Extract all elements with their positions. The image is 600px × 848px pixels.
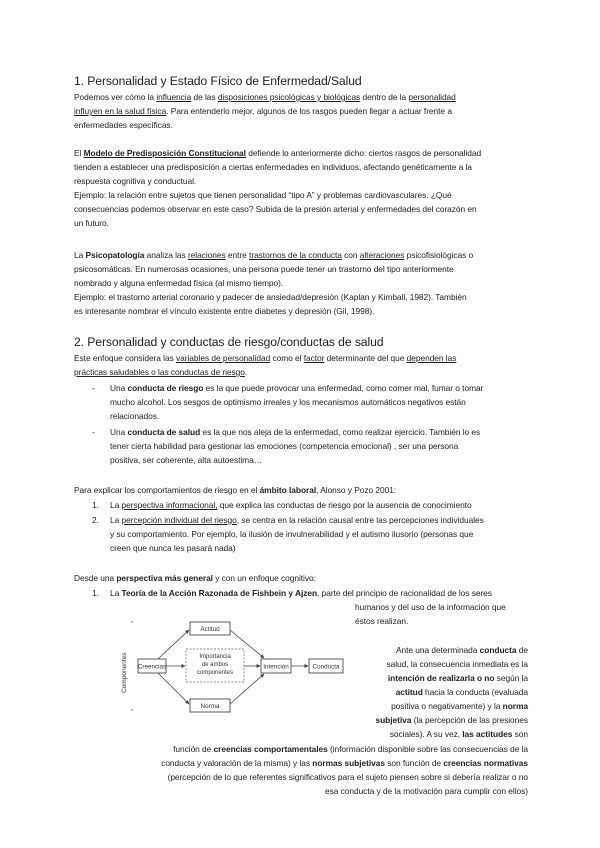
underlined-text-run: relaciones bbox=[187, 250, 226, 260]
bold-text-run: ámbito laboral bbox=[259, 485, 317, 495]
diagram-importancia-label-1: Importancia bbox=[199, 654, 231, 660]
theory-bottom-line-1 bbox=[110, 742, 528, 756]
underlined-text-run: trastornos de la conducta bbox=[249, 250, 342, 260]
numbered-2-marker: 2. bbox=[92, 515, 99, 525]
text-run: psicofisiológicas o bbox=[404, 250, 474, 260]
text-run: Podemos ver cómo la bbox=[74, 92, 157, 102]
text-run: Desde una bbox=[74, 573, 117, 583]
text-run: según la bbox=[494, 673, 528, 683]
text-run: Una bbox=[110, 383, 128, 393]
text-run: . Para entenderlo mejor, algunos de los rasgos pueden llegar a actuar frente a bbox=[166, 106, 452, 116]
bullet-1-line-1 bbox=[110, 381, 483, 395]
text-run: son función de bbox=[384, 758, 444, 768]
section-2-heading: 2. Personalidad y conductas de riesgo/conductas de salud bbox=[74, 335, 384, 349]
bold-text-run: conducta de salud bbox=[127, 427, 201, 437]
bullet-2-line-1 bbox=[110, 425, 480, 439]
bullet-1-line-2: mucho alcohol. Los sesgos de optimismo irreales y los mecanismos automáticos negativos están bbox=[110, 397, 466, 407]
numbered-1-text bbox=[110, 498, 472, 512]
text-run: sociales). A su vez, bbox=[389, 729, 463, 739]
text-run: , parte del principio de racionalidad de los seres bbox=[317, 588, 492, 598]
bold-text-run: las actitudes bbox=[462, 729, 513, 739]
s1-paragraph-2-line-4: Ejemplo: la relación entre sujetos que tienen personalidad “tipo A” y problemas cardiovasculares. ¿Qué bbox=[74, 190, 452, 200]
s1-paragraph-3-line-2: psicosomáticas. En numerosas ocasiones, una persona puede tener un trastorno del tipo anteriormente bbox=[74, 264, 454, 274]
theory-side-line-4 bbox=[360, 685, 528, 699]
text-run: Para explicar los comportamientos de riesgo en el bbox=[74, 485, 260, 495]
text-run: entre bbox=[225, 250, 250, 260]
arrow-creencias-actitud bbox=[158, 630, 189, 659]
s1-paragraph-3-line-3: nombrado y alguna enfermedad física (al mismo tiempo). bbox=[74, 278, 284, 288]
s2-paragraph-3 bbox=[74, 571, 316, 585]
diagram-norma-label: Norma bbox=[200, 703, 220, 710]
theory-line-2: humanos y del uso de la información que bbox=[355, 602, 506, 612]
text-run: es la que nos aleja de la enfermedad, como realizar ejercicio. También lo es bbox=[200, 427, 481, 437]
underlined-text-run: perspectiva informacional, bbox=[121, 500, 218, 510]
bullet-1-line-3: relacionados. bbox=[110, 411, 160, 421]
theory-line-1 bbox=[110, 586, 492, 600]
diagram-importancia-label-2: de ambos bbox=[201, 662, 229, 668]
arrow-creencias-norma bbox=[158, 673, 189, 704]
underlined-text-run: alteraciones bbox=[359, 250, 405, 260]
underlined-text-run: disposiciones psicológicas y biológicas bbox=[217, 92, 361, 102]
underlined-text-run: variables de personalidad bbox=[176, 353, 271, 363]
text-run: . bbox=[244, 367, 248, 377]
bold-text-run: conducta bbox=[479, 645, 517, 655]
text-run: como el bbox=[270, 353, 304, 363]
section-1-heading: 1. Personalidad y Estado Físico de Enfermedad/Salud bbox=[74, 74, 362, 88]
bold-text-run: creencias normativas bbox=[443, 758, 528, 768]
diagram-intencion-label: Intención bbox=[263, 663, 289, 671]
s2-paragraph-1-line-2 bbox=[74, 365, 247, 379]
text-run: positiva o negativamente) y la bbox=[391, 701, 503, 711]
text-run: , se centra en la relación causal entre las percepciones individuales bbox=[236, 515, 484, 525]
diagram-actitud-label: Actitud bbox=[200, 626, 220, 633]
underlined-text-run: personalidad bbox=[408, 92, 456, 102]
text-run: hacia la conducta (evaluada bbox=[422, 687, 528, 697]
underlined-text-run: percepción individual del riesgo bbox=[121, 515, 237, 525]
s1-paragraph-2-line-3: respuesta cognitiva y conductual. bbox=[74, 176, 197, 186]
s1-paragraph-2-line-1 bbox=[74, 146, 481, 160]
text-run: de las bbox=[191, 92, 218, 102]
text-run: (la percepción de las presiones bbox=[411, 715, 528, 725]
reasoned-action-diagram bbox=[118, 613, 356, 723]
s1-paragraph-3-line-1 bbox=[74, 248, 473, 262]
diagram-side-label: Componentes bbox=[121, 652, 128, 693]
underlined-text-run: dependen las bbox=[406, 353, 457, 363]
text-run: que explica las conductas de riesgo por la ausencia de conocimiento bbox=[217, 500, 472, 510]
text-run: (información disponible sobre las consecuencias de la bbox=[327, 744, 528, 754]
underlined-text-run: prácticas saludables o las conductas de riesgo bbox=[74, 367, 245, 377]
text-run: Ante una determinada bbox=[395, 645, 480, 655]
numbered-2-line-2: y su comportamiento. Por ejemplo, la ilusión de invulnerabilidad y el autismo ilusorio (personas que bbox=[110, 529, 474, 539]
text-run: , Alonso y Pozo 2001: bbox=[316, 485, 397, 495]
bold-text-run: subjetiva bbox=[375, 715, 412, 725]
text-run: La bbox=[74, 250, 86, 260]
s2-paragraph-1-line-1 bbox=[74, 351, 456, 365]
theory-bottom-line-2 bbox=[110, 756, 528, 770]
bold-text-run: actitud bbox=[395, 687, 423, 697]
diagram-creencias-label: Creencias bbox=[137, 663, 167, 671]
numbered-2-line-3: creen que nunca les pasará nada) bbox=[110, 543, 236, 553]
theory-side-line-2: salud, la consecuencia inmediata es la bbox=[386, 659, 528, 669]
underlined-text-run: influyen en la salud física bbox=[74, 106, 167, 116]
arrow-actitud-intencion bbox=[230, 630, 264, 658]
bold-text-run: Teoría de la Acción Razonada de Fishbein y Ajzen bbox=[121, 588, 318, 598]
theory-line-3: éstos realizan. bbox=[355, 616, 409, 626]
text-run: Una bbox=[110, 427, 128, 437]
s1-paragraph-3-line-4: Ejemplo: el trastorno arterial coronario y padecer de ansiedad/depresión (Kaplan y Kimball, 1982). También bbox=[74, 292, 467, 302]
underlined-text-run: factor bbox=[303, 353, 325, 363]
text-run: analiza las bbox=[144, 250, 188, 260]
text-run: El bbox=[74, 148, 84, 158]
bold-text-run: normas subjetivas bbox=[312, 758, 385, 768]
s2-paragraph-2 bbox=[74, 483, 396, 497]
bold-text-run: perspectiva más general bbox=[116, 573, 213, 583]
text-run: y con un enfoque cognitivo: bbox=[212, 573, 316, 583]
numbered-1-marker: 1. bbox=[92, 500, 99, 510]
bullet-2-line-3: positiva, ser coherente, alta autoestima… bbox=[110, 455, 263, 465]
bullet-2-line-2: tener cierta habilidad para gestionar las emociones (competencia emocional) , ser una persona bbox=[110, 441, 459, 451]
underlined-text-run: influencia bbox=[156, 92, 192, 102]
s1-paragraph-3-line-5: es interesante nombrar el vínculo existente entre diabetes y depresión (Gil, 1998). bbox=[74, 306, 375, 316]
theory-bottom-line-3: (percepción de lo que referentes significativos para el sujeto piensen sobre si debería realizar o no bbox=[167, 772, 528, 782]
diagram-conducta-label: Conducta bbox=[312, 663, 340, 671]
text-run: Este enfoque considera las bbox=[74, 353, 177, 363]
bullet-dash-1: - bbox=[92, 383, 95, 393]
bold-text-run: conducta de riesgo bbox=[127, 383, 204, 393]
text-run: La bbox=[110, 588, 122, 598]
numbered-2-line-1 bbox=[110, 513, 484, 527]
text-run: defiende lo anteriormente dicho: ciertos rasgos de personalidad bbox=[245, 148, 482, 158]
bullet-dash-2: - bbox=[92, 427, 95, 437]
theory-side-line-7 bbox=[360, 727, 528, 741]
text-run: son bbox=[512, 729, 528, 739]
theory-side-line-3 bbox=[360, 671, 528, 685]
theory-side-line-6 bbox=[360, 713, 528, 727]
text-run: La bbox=[110, 500, 122, 510]
s1-paragraph-2-line-5: consecuencias podemos observar en este caso? Subida de la presión arterial y enfermedades del corazón en bbox=[74, 204, 477, 214]
theory-marker: 1. bbox=[92, 588, 99, 598]
text-run: conducta y valoración de la misma) y las bbox=[161, 758, 313, 768]
text-run: dentro de la bbox=[360, 92, 409, 102]
diagram-importancia-label-3: componentes bbox=[196, 670, 234, 676]
bold-underlined-text-run: Modelo de Predisposición Constitucional bbox=[83, 148, 246, 158]
s1-paragraph-2-line-6: un futuro. bbox=[74, 218, 109, 228]
arrow-norma-intencion bbox=[230, 674, 264, 704]
bold-text-run: Psicopatología bbox=[85, 250, 145, 260]
text-run: función de bbox=[173, 744, 214, 754]
s1-paragraph-2-line-2: tienden a establecer una predisposición a ciertas enfermedades en individuos, afectando genéticamente a la bbox=[74, 162, 472, 172]
text-run: con bbox=[341, 250, 360, 260]
bold-text-run: creencias comportamentales bbox=[213, 744, 328, 754]
theory-side-line-1 bbox=[360, 643, 528, 657]
theory-bottom-line-4: esa conducta y de la motivación para cumplir con ellos) bbox=[324, 786, 528, 796]
text-run: es la que puede provocar una enfermedad, como comer mal, fumar o tomar bbox=[203, 383, 484, 393]
s1-paragraph-1-line-1 bbox=[74, 90, 456, 104]
bold-text-run: norma bbox=[502, 701, 528, 711]
s1-paragraph-1-line-3: enfermedades específicas. bbox=[74, 120, 173, 130]
s1-paragraph-1-line-2 bbox=[74, 104, 452, 118]
text-run: La bbox=[110, 515, 122, 525]
text-run: determinante del que bbox=[324, 353, 407, 363]
text-run: de bbox=[516, 645, 528, 655]
theory-side-line-5 bbox=[360, 699, 528, 713]
bold-text-run: intención de realizarla o no bbox=[387, 673, 495, 683]
